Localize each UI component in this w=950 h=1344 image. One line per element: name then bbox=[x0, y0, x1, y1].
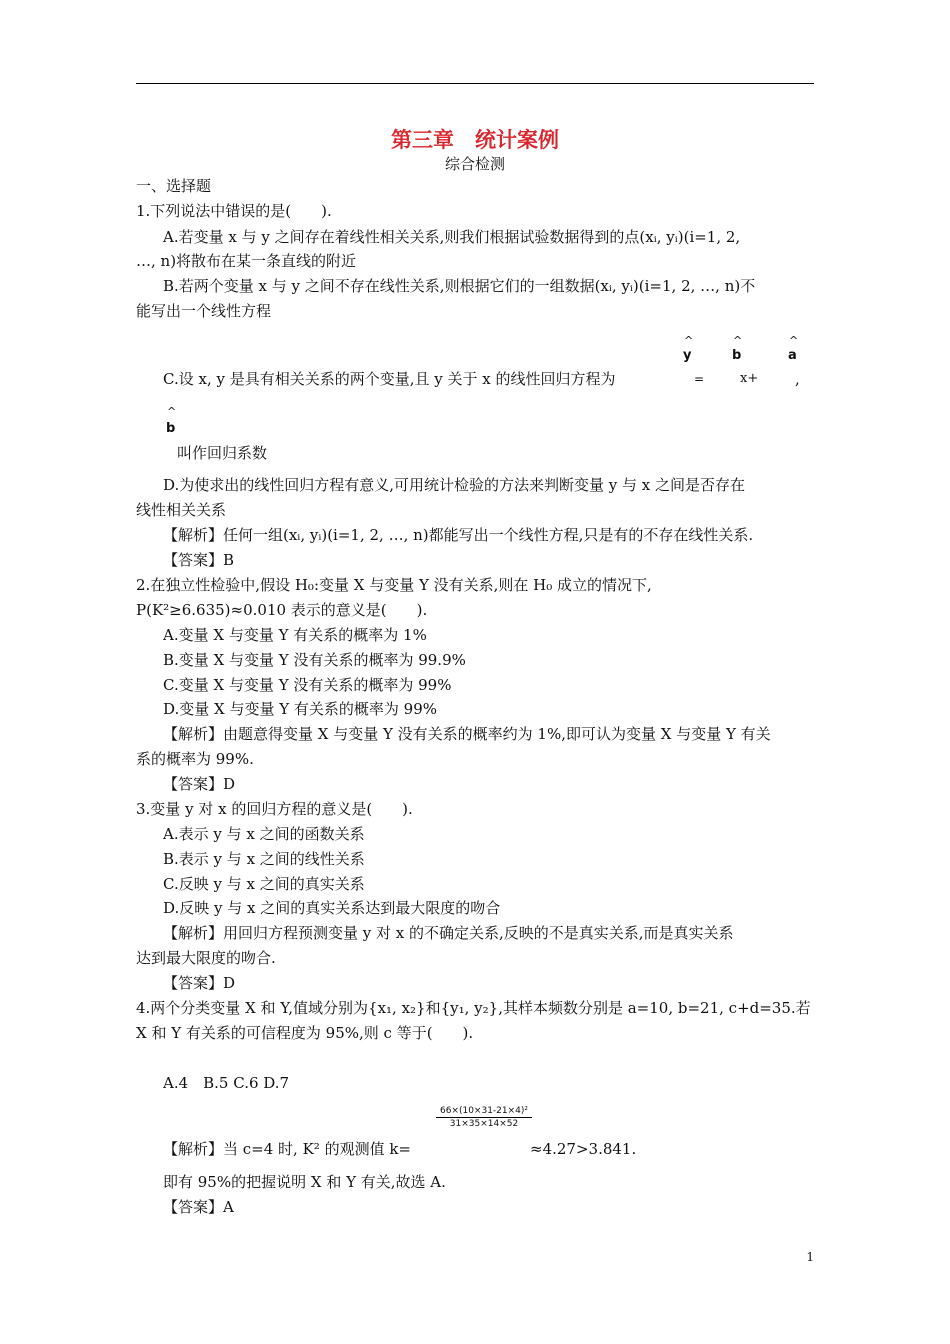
fraction-denominator: 31×35×14×52 bbox=[449, 1119, 519, 1129]
q1-option-c-x: x+ bbox=[740, 371, 759, 386]
q2-option-a: A.变量 X 与变量 Y 有关系的概率为 1% bbox=[163, 626, 427, 644]
q1-option-c-equals: = bbox=[694, 372, 705, 386]
q1-option-c-line1: C.设 x, y 是具有相关关系的两个变量,且 y 关于 x 的线性回归方程为 bbox=[163, 370, 616, 388]
header-rule bbox=[136, 83, 814, 84]
question-4-line2: X 和 Y 有关系的可信程度为 95%,则 c 等于( ). bbox=[136, 1024, 474, 1042]
b-hat-letter: b bbox=[732, 348, 742, 363]
q3-option-b: B.表示 y 与 x 之间的线性关系 bbox=[163, 850, 365, 868]
q4-solution-line2: 即有 95%的把握说明 X 和 Y 有关,故选 A. bbox=[163, 1173, 446, 1191]
fraction-numerator: 66×(10×31-21×4)² bbox=[436, 1105, 532, 1118]
a-hat-letter: a bbox=[788, 348, 797, 363]
hat-mark-y: ^ bbox=[684, 334, 694, 347]
subtitle: 综合检测 bbox=[444, 155, 505, 173]
q1-option-c-line2: 叫作回归系数 bbox=[177, 444, 268, 462]
q4-solution: 【解析】当 c=4 时, K² 的观测值 k= bbox=[163, 1140, 411, 1158]
q3-solution-line2: 达到最大限度的吻合. bbox=[136, 949, 276, 967]
section-heading: 一、选择题 bbox=[136, 177, 212, 195]
q1-option-c-comma: , bbox=[795, 370, 800, 388]
q3-solution-line1: 【解析】用回归方程预测变量 y 对 x 的不确定关系,反映的不是真实关系,而是真实关系 bbox=[163, 924, 734, 942]
q2-answer: 【答案】D bbox=[163, 775, 236, 793]
question-1: 1.下列说法中错误的是( ). bbox=[136, 202, 332, 220]
k-squared-fraction bbox=[436, 1105, 532, 1130]
question-2-line2: P(K²≥6.635)≈0.010 表示的意义是( ). bbox=[136, 601, 428, 619]
q1-option-a-line1: A.若变量 x 与 y 之间存在着线性相关关系,则我们根据试验数据得到的点(xᵢ, yᵢ)(i=1, 2, bbox=[163, 228, 741, 246]
q1-option-d-line1: D.为使求出的线性回归方程有意义,可用统计检验的方法来判断变量 y 与 x 之间是否存在 bbox=[163, 476, 746, 494]
q4-options: A.4 B.5 C.6 D.7 bbox=[163, 1074, 290, 1092]
hat-mark-a: ^ bbox=[789, 334, 799, 347]
q2-option-d: D.变量 X 与变量 Y 有关系的概率为 99% bbox=[163, 700, 438, 718]
q1-solution: 【解析】任何一组(xᵢ, yᵢ)(i=1, 2, …, n)都能写出一个线性方程,只是有的不存在线性关系. bbox=[163, 526, 754, 544]
b-hat-letter-2: b bbox=[166, 421, 176, 436]
q2-option-c: C.变量 X 与变量 Y 没有关系的概率为 99% bbox=[163, 676, 452, 694]
q4-answer: 【答案】A bbox=[163, 1198, 234, 1216]
y-hat-letter: y bbox=[683, 348, 692, 363]
page-number: 1 bbox=[806, 1250, 814, 1264]
q1-answer: 【答案】B bbox=[163, 551, 235, 569]
q2-option-b: B.变量 X 与变量 Y 没有关系的概率为 99.9% bbox=[163, 651, 466, 669]
hat-mark-b: ^ bbox=[733, 334, 743, 347]
q2-solution-line2: 系的概率为 99%. bbox=[136, 750, 254, 768]
q1-option-b-line1: B.若两个变量 x 与 y 之间不存在线性关系,则根据它们的一组数据(xᵢ, yᵢ)(i=1, 2, …, n)不 bbox=[163, 277, 756, 295]
q3-answer: 【答案】D bbox=[163, 974, 236, 992]
question-2-line1: 2.在独立性检验中,假设 H₀:变量 X 与变量 Y 没有关系,则在 H₀ 成立的情况下, bbox=[136, 576, 652, 594]
q2-solution-line1: 【解析】由题意得变量 X 与变量 Y 没有关系的概率约为 1%,即可认为变量 X 与变量 Y 有关 bbox=[163, 725, 771, 743]
question-3: 3.变量 y 对 x 的回归方程的意义是( ). bbox=[136, 800, 413, 818]
q4-solution-result: ≈4.27>3.841. bbox=[530, 1140, 637, 1158]
q1-option-d-line2: 线性相关关系 bbox=[136, 501, 227, 519]
q1-option-a-line2: …, n)将散布在某一条直线的附近 bbox=[136, 252, 357, 270]
q1-option-b-line2: 能写出一个线性方程 bbox=[136, 302, 272, 320]
q3-option-d: D.反映 y 与 x 之间的真实关系达到最大限度的吻合 bbox=[163, 899, 501, 917]
hat-mark-b2: ^ bbox=[167, 405, 177, 418]
question-4-line1: 4.两个分类变量 X 和 Y,值域分别为{x₁, x₂}和{y₁, y₂},其样本频数分别是 a=10, b=21, c+d=35.若 bbox=[136, 999, 811, 1017]
q3-option-c: C.反映 y 与 x 之间的真实关系 bbox=[163, 875, 365, 893]
chapter-title: 第三章 统计案例 bbox=[391, 128, 559, 152]
q3-option-a: A.表示 y 与 x 之间的函数关系 bbox=[163, 825, 365, 843]
